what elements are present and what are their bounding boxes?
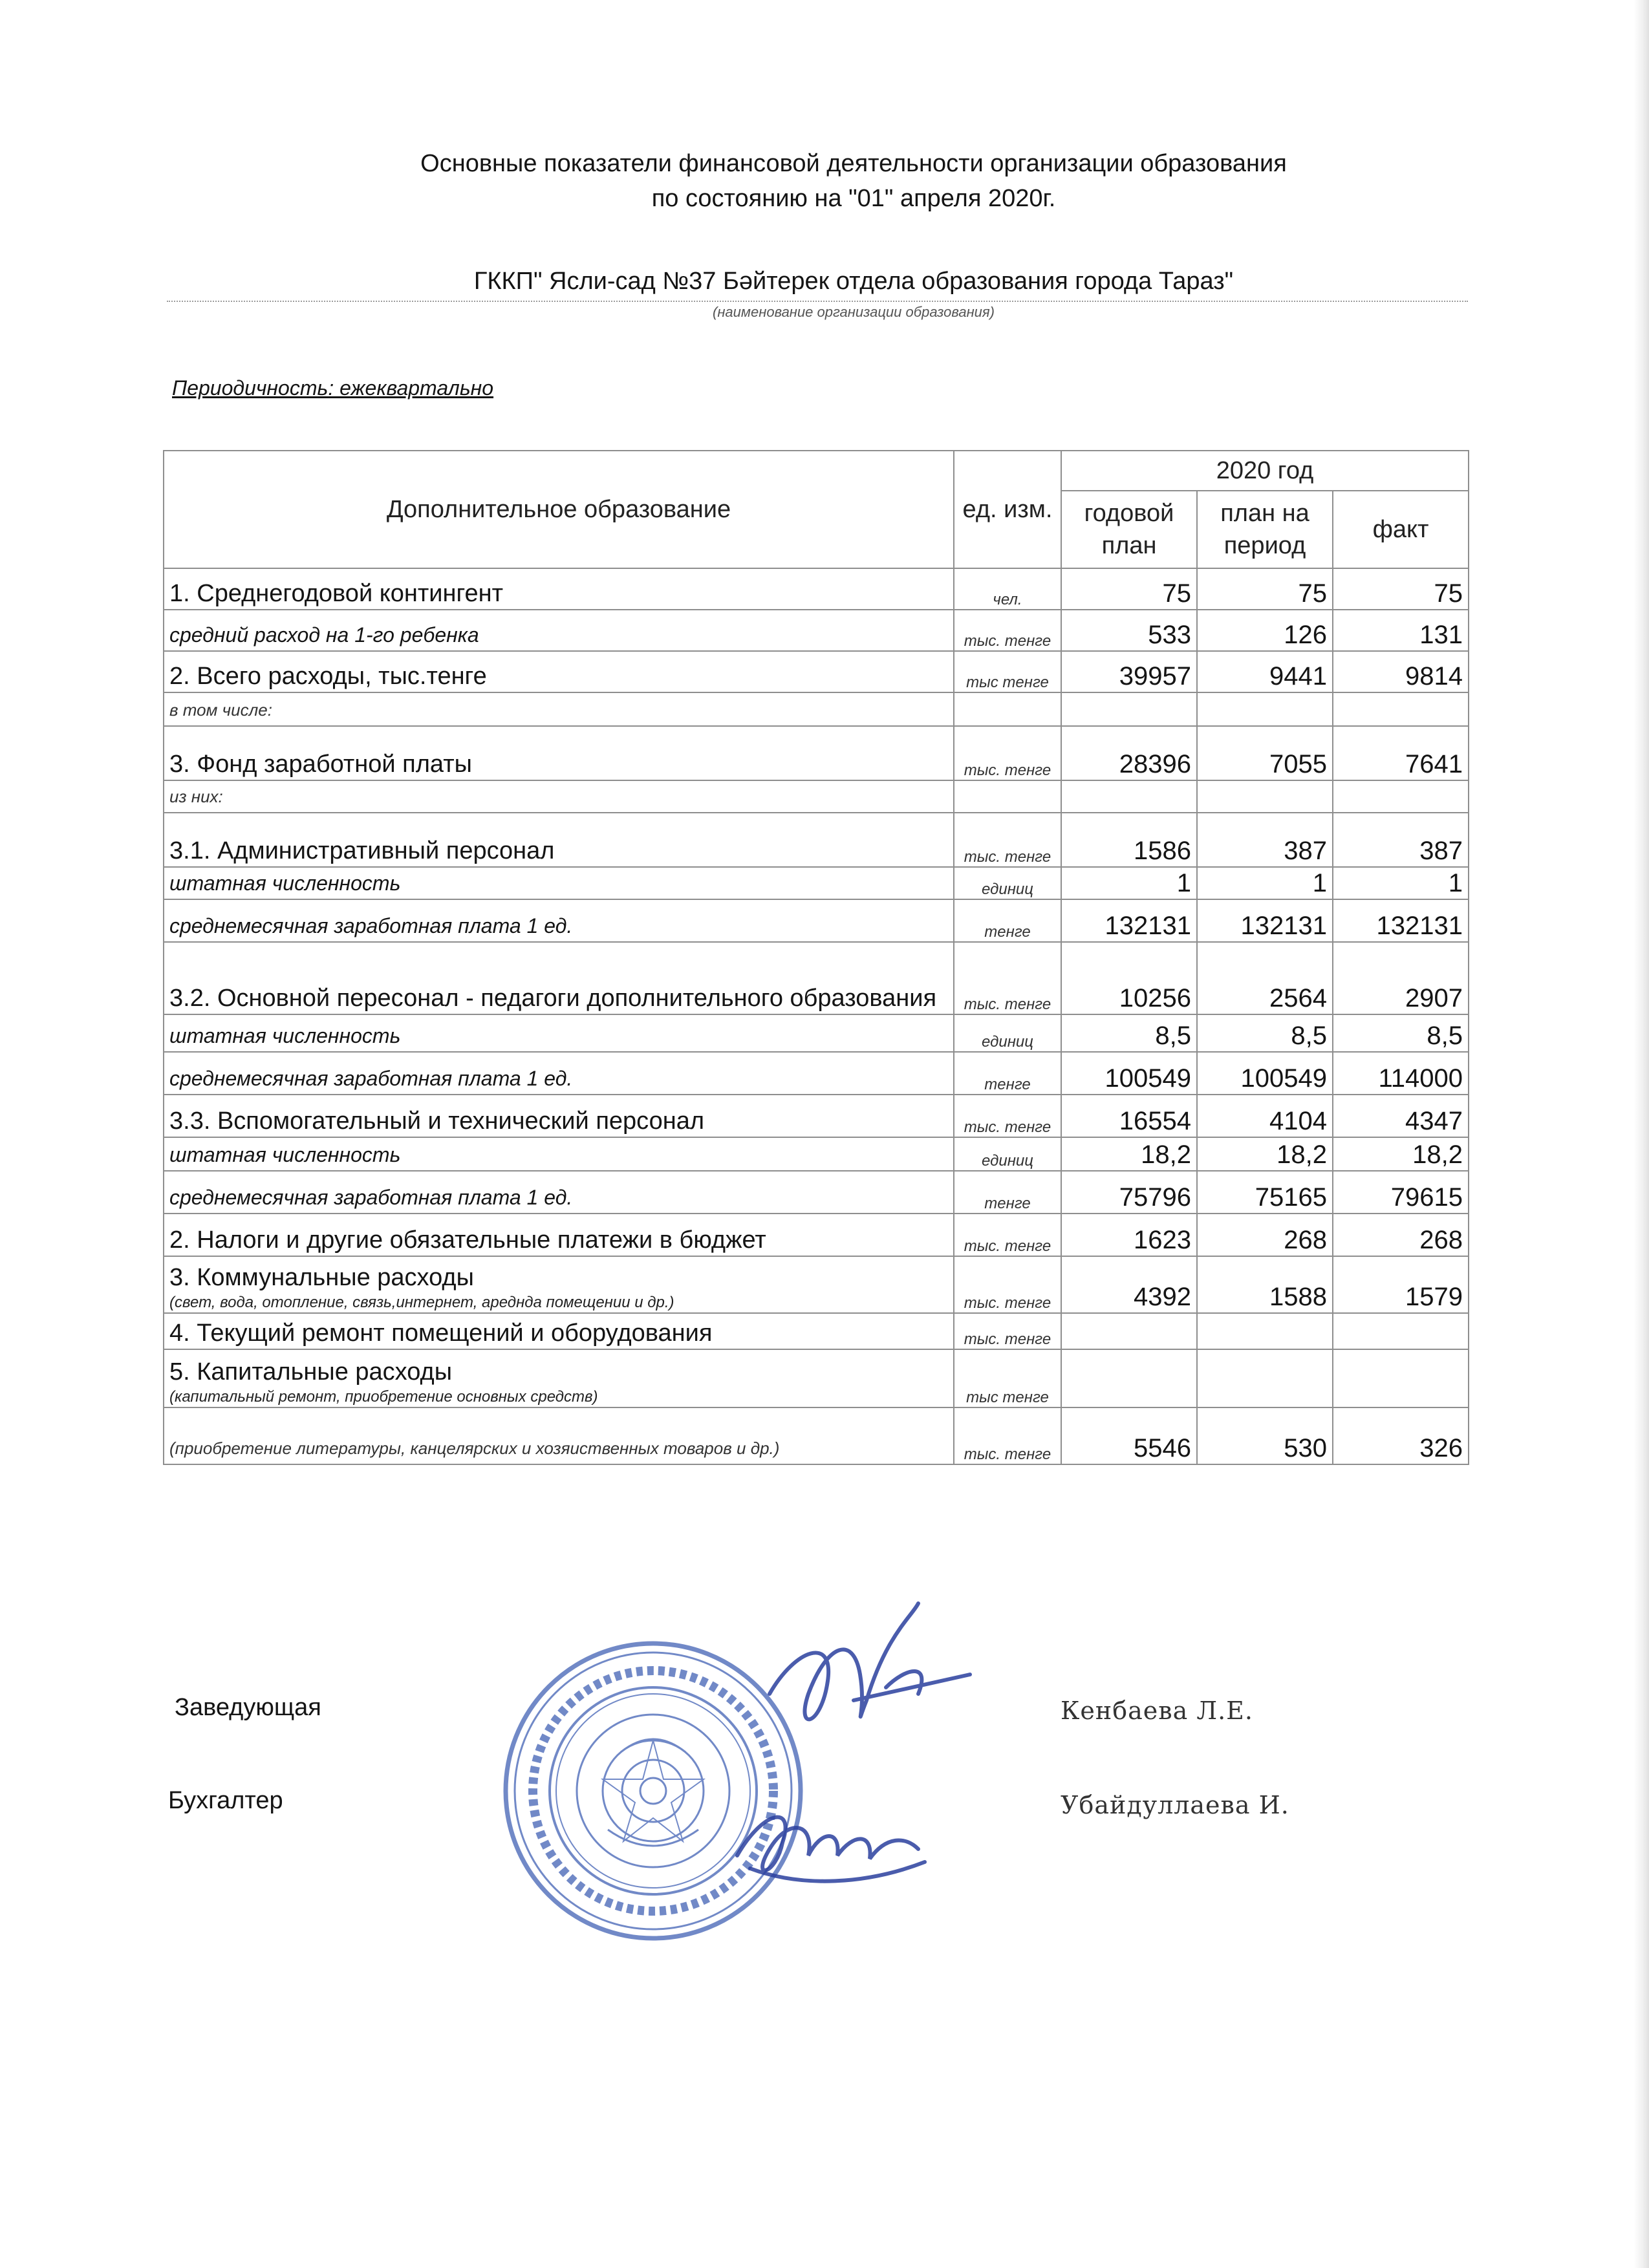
row-name: 3.2. Основной пересонал - педагоги дополнительного образования (169, 985, 937, 1012)
accountant-signature (724, 1797, 931, 1901)
annual-plan-value (1061, 1313, 1197, 1349)
annual-plan-value: 8,5 (1061, 1014, 1197, 1052)
row-name: 3.3. Вспомогательный и технический персонал (169, 1107, 705, 1135)
row-name: 1. Среднегодовой контингент (169, 580, 504, 607)
row-name-cell (164, 867, 954, 899)
period-plan-value: 18,2 (1197, 1137, 1333, 1171)
table-row (164, 1313, 1469, 1349)
period-plan-value: 1588 (1197, 1256, 1333, 1313)
table-row (164, 692, 1469, 726)
period-plan-value: 100549 (1197, 1052, 1333, 1095)
table-row (164, 1256, 1469, 1313)
annual-plan-value: 533 (1061, 610, 1197, 651)
header-year: 2020 год (1061, 451, 1469, 491)
annual-plan-value (1061, 1349, 1197, 1407)
fact-value: 7641 (1333, 726, 1469, 780)
row-unit: тенге (954, 1171, 1061, 1214)
table-row (164, 1095, 1469, 1137)
fact-value: 75 (1333, 568, 1469, 610)
table-row (164, 1137, 1469, 1171)
period-plan-value (1197, 1313, 1333, 1349)
fact-value: 18,2 (1333, 1137, 1469, 1171)
row-unit (954, 780, 1061, 813)
row-name-cell (164, 1014, 954, 1052)
annual-plan-value: 18,2 (1061, 1137, 1197, 1171)
organization-name: ГККП" Ясли-сад №37 Бәйтерек отдела образования города Тараз" (473, 268, 1234, 295)
row-unit: тенге (954, 899, 1061, 942)
table-row (164, 942, 1469, 1014)
table-row (164, 813, 1469, 867)
annual-plan-value: 75796 (1061, 1171, 1197, 1214)
header-name: Дополнительное образование (164, 451, 954, 568)
table-row (164, 1349, 1469, 1407)
row-unit: тыс. тенге (954, 1407, 1061, 1464)
fact-value: 4347 (1333, 1095, 1469, 1137)
fact-value: 268 (1333, 1214, 1469, 1256)
row-unit: единиц (954, 867, 1061, 899)
header-fact: факт (1333, 491, 1469, 568)
table-row (164, 1171, 1469, 1214)
financial-indicators-table (163, 450, 1469, 1465)
table-row (164, 780, 1469, 813)
head-name: Кенбаева Л.Е. (1061, 1696, 1253, 1725)
annual-plan-value: 4392 (1061, 1256, 1197, 1313)
fact-value (1333, 1313, 1469, 1349)
annual-plan-value: 28396 (1061, 726, 1197, 780)
row-name: средний расход на 1-го ребенка (169, 623, 479, 647)
row-name: 3. Коммунальные расходы (169, 1264, 474, 1291)
period-plan-value: 126 (1197, 610, 1333, 651)
fact-value: 8,5 (1333, 1014, 1469, 1052)
row-name: (приобретение литературы, канцелярских и хозяиственных товаров и др.) (169, 1439, 780, 1458)
row-name-cell (164, 692, 954, 726)
table-row (164, 1407, 1469, 1464)
row-name-cell (164, 610, 954, 651)
row-unit: чел. (954, 568, 1061, 610)
report-title: Основные показатели финансовой деятельности организации образования (420, 150, 1287, 177)
period-plan-value: 8,5 (1197, 1014, 1333, 1052)
fact-value: 114000 (1333, 1052, 1469, 1095)
fact-value: 2907 (1333, 942, 1469, 1014)
fact-value: 9814 (1333, 651, 1469, 692)
fact-value: 131 (1333, 610, 1469, 651)
row-name: штатная численность (169, 872, 401, 895)
row-name: среднемесячная заработная плата 1 ед. (169, 914, 573, 937)
period-plan-value: 132131 (1197, 899, 1333, 942)
annual-plan-value (1061, 780, 1197, 813)
fact-value: 1579 (1333, 1256, 1469, 1313)
row-name: среднемесячная заработная плата 1 ед. (169, 1067, 573, 1090)
table-row (164, 867, 1469, 899)
row-unit: тыс. тенге (954, 610, 1061, 651)
period-plan-value: 75165 (1197, 1171, 1333, 1214)
period-plan-value (1197, 780, 1333, 813)
accountant-position-label: Бухгалтер (168, 1787, 283, 1814)
row-name-cell (164, 726, 954, 780)
fact-value (1333, 692, 1469, 726)
head-position-label: Заведующая (175, 1694, 321, 1721)
period-plan-value: 268 (1197, 1214, 1333, 1256)
organization-caption: (наименование организации образования) (713, 304, 995, 320)
row-name-cell (164, 1349, 954, 1407)
row-name-cell (164, 1313, 954, 1349)
row-name: 2. Всего расходы, тыс.тенге (169, 663, 487, 690)
annual-plan-value: 132131 (1061, 899, 1197, 942)
fact-value: 326 (1333, 1407, 1469, 1464)
annual-plan-value: 1586 (1061, 813, 1197, 867)
row-name-cell (164, 942, 954, 1014)
annual-plan-value: 16554 (1061, 1095, 1197, 1137)
period-plan-value: 1 (1197, 867, 1333, 899)
fact-value: 132131 (1333, 899, 1469, 942)
row-name-cell (164, 1171, 954, 1214)
row-name: 5. Капитальные расходы (169, 1358, 453, 1385)
row-name: 3.1. Административный персонал (169, 837, 555, 864)
row-name-cell (164, 780, 954, 813)
row-unit: тыс тенге (954, 1349, 1061, 1407)
row-unit: тыс. тенге (954, 1214, 1061, 1256)
row-name-cell (164, 1214, 954, 1256)
table-row (164, 1014, 1469, 1052)
row-name: среднемесячная заработная плата 1 ед. (169, 1186, 573, 1209)
period-plan-value (1197, 692, 1333, 726)
report-date: по состоянию на "01" апреля 2020г. (651, 185, 1056, 212)
header-annual-plan: годовой план (1061, 491, 1197, 568)
fact-value: 1 (1333, 867, 1469, 899)
row-unit (954, 692, 1061, 726)
row-name-cell (164, 899, 954, 942)
row-unit: единиц (954, 1137, 1061, 1171)
row-name-cell (164, 1256, 954, 1313)
table-row (164, 1214, 1469, 1256)
row-name: штатная численность (169, 1024, 401, 1047)
row-note: (капитальный ремонт, приобретение основных средств) (169, 1388, 598, 1406)
annual-plan-value: 1 (1061, 867, 1197, 899)
annual-plan-value (1061, 692, 1197, 726)
annual-plan-value: 10256 (1061, 942, 1197, 1014)
fact-value (1333, 1349, 1469, 1407)
row-unit: тыс. тенге (954, 813, 1061, 867)
row-unit: тыс. тенге (954, 1256, 1061, 1313)
table-row (164, 651, 1469, 692)
fact-value: 79615 (1333, 1171, 1469, 1214)
row-unit: тыс. тенге (954, 726, 1061, 780)
row-name-cell (164, 568, 954, 610)
head-signature (757, 1597, 976, 1765)
annual-plan-value: 1623 (1061, 1214, 1197, 1256)
period-plan-value: 530 (1197, 1407, 1333, 1464)
annual-plan-value: 75 (1061, 568, 1197, 610)
row-name-cell (164, 1407, 954, 1464)
period-plan-value: 2564 (1197, 942, 1333, 1014)
row-unit: тыс. тенге (954, 942, 1061, 1014)
row-unit: единиц (954, 1014, 1061, 1052)
period-plan-value: 75 (1197, 568, 1333, 610)
row-name-cell (164, 1052, 954, 1095)
period-plan-value (1197, 1349, 1333, 1407)
row-name-cell (164, 813, 954, 867)
row-name: в том числе: (169, 700, 272, 720)
table-row (164, 726, 1469, 780)
table-row (164, 610, 1469, 651)
row-unit: тенге (954, 1052, 1061, 1095)
row-unit: тыс. тенге (954, 1095, 1061, 1137)
period-plan-value: 9441 (1197, 651, 1333, 692)
period-plan-value: 387 (1197, 813, 1333, 867)
fact-value: 387 (1333, 813, 1469, 867)
row-name: 4. Текущий ремонт помещений и оборудования (169, 1320, 713, 1347)
row-name: 2. Налоги и другие обязательные платежи в бюджет (169, 1226, 766, 1254)
fact-value (1333, 780, 1469, 813)
header-unit: ед. изм. (954, 451, 1061, 568)
row-name: 3. Фонд заработной платы (169, 751, 472, 778)
row-note: (свет, вода, отопление, связь,интернет, ареднда помещении и др.) (169, 1294, 674, 1311)
accountant-name: Убайдуллаева И. (1061, 1791, 1289, 1819)
row-name-cell (164, 1137, 954, 1171)
table-row (164, 1052, 1469, 1095)
row-unit: тыс. тенге (954, 1313, 1061, 1349)
row-name: из них: (169, 787, 223, 806)
table-row (164, 568, 1469, 610)
row-name: штатная численность (169, 1143, 401, 1166)
row-unit: тыс тенге (954, 651, 1061, 692)
annual-plan-value: 5546 (1061, 1407, 1197, 1464)
periodicity-label: Периодичность: ежеквартально (172, 376, 494, 400)
scan-edge-shadow (1633, 0, 1649, 2268)
row-name-cell (164, 1095, 954, 1137)
header-period-plan: план на период (1197, 491, 1333, 568)
annual-plan-value: 100549 (1061, 1052, 1197, 1095)
period-plan-value: 4104 (1197, 1095, 1333, 1137)
organization-underline (167, 301, 1468, 302)
row-name-cell (164, 651, 954, 692)
annual-plan-value: 39957 (1061, 651, 1197, 692)
table-row (164, 899, 1469, 942)
period-plan-value: 7055 (1197, 726, 1333, 780)
